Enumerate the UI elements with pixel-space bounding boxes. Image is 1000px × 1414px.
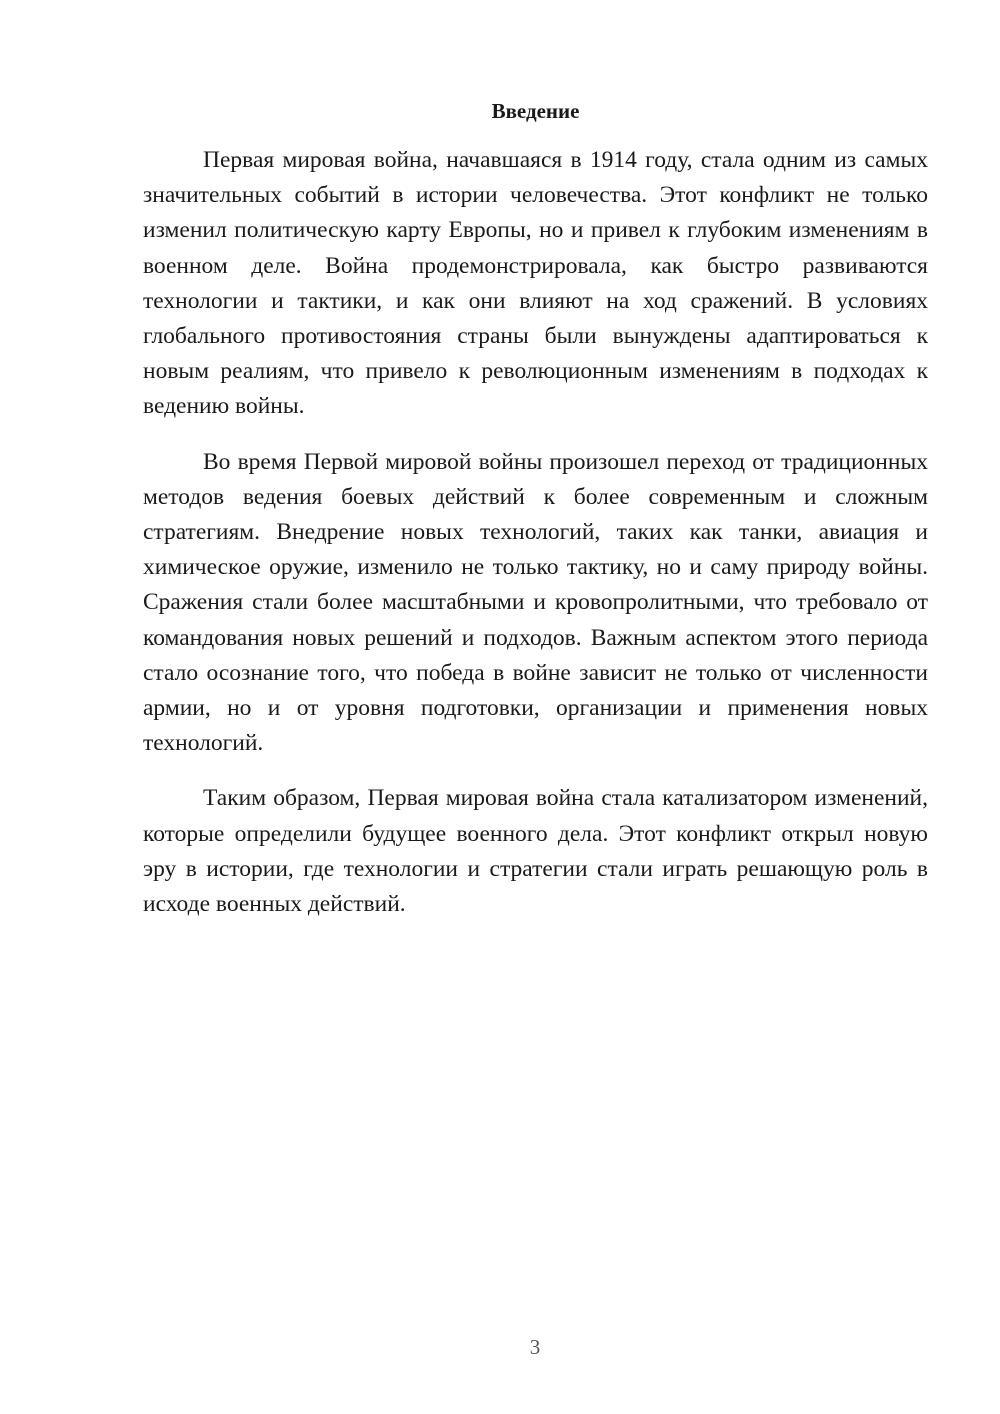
body-text [143,143,928,922]
section-heading: Введение [491,99,580,123]
paragraph-3: Таким образом, Первая мировая война стала катализатором изменений, которые определили будущее военного дела. Этот конфликт открыл новую эру в истории, где технологии и стратегии стали играть решающую роль в исходе военных действий. [143,785,928,918]
paragraph-2: Во время Первой мировой войны произошел переход от традиционных методов ведения боевых действий к более современным и сложным стратегиям. Внедрение новых технологий, таких как танки, авиация и химическое оружие, изменило не только тактику, но и саму природу войны. Сражения стали более масштабными и кровопролитными, что требовало от командования новых решений и подходов. Важным аспектом этого периода стало осознание того, что победа в войне зависит не только от численности армии, но и от уровня подготовки, организации и применения новых технологий. [143,448,928,757]
paragraph-1: Первая мировая война, начавшаяся в 1914 году, стала одним из самых значительных событий в истории человечества. Этот конфликт не только изменил политическую карту Европы, но и привел к глубоким изменениям в военном деле. Война продемонстрировала, как быстро развиваются технологии и тактики, и как они влияют на ход сражений. В условиях глобального противостояния страны были вынуждены адаптироваться к новым реалиям, что привело к революционным изменениям в подходах к ведению войны. [143,147,928,420]
page-number: 3 [529,1335,541,1359]
